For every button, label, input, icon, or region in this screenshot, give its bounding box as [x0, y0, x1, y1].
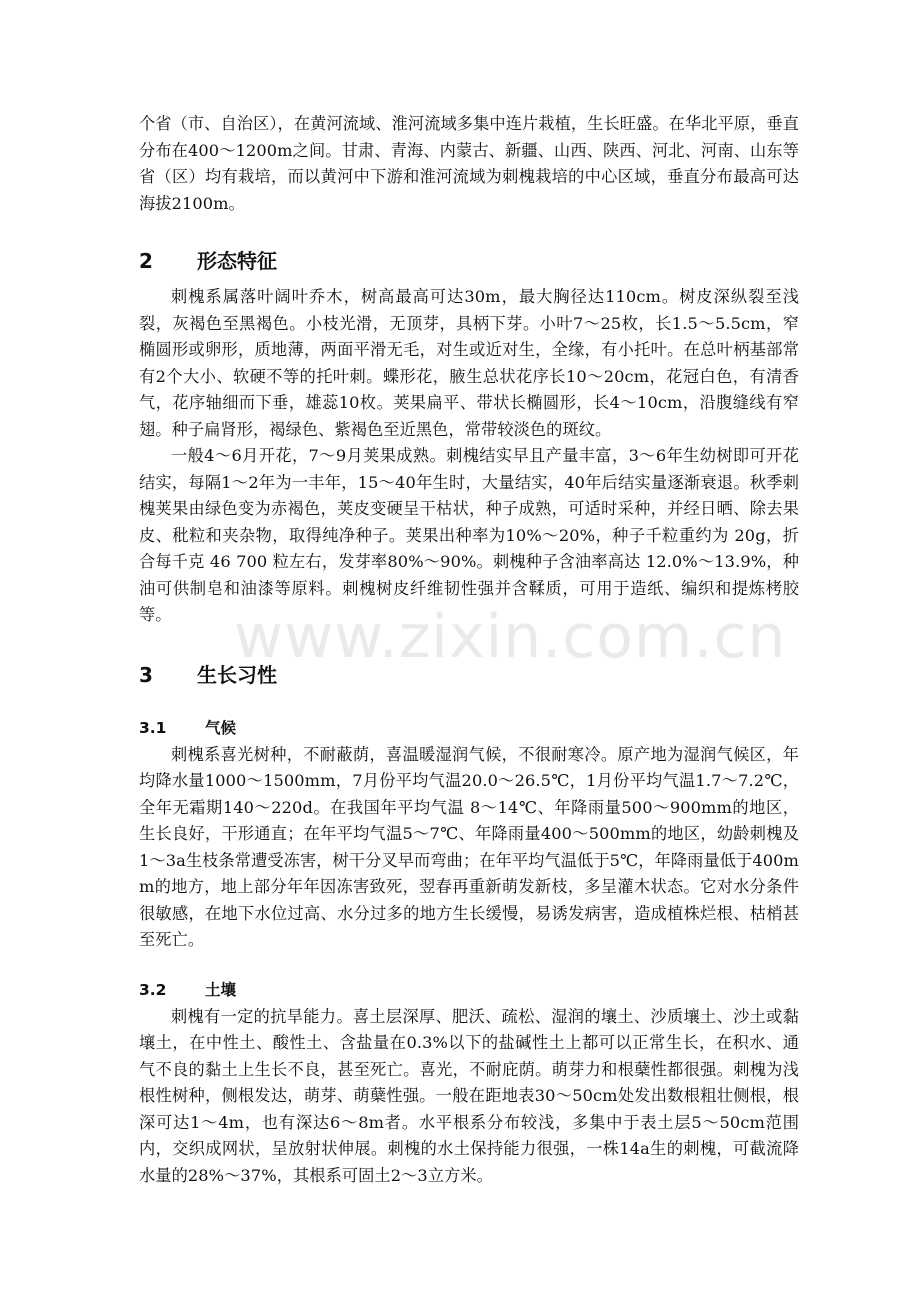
- section-heading-morphology: [139, 245, 799, 274]
- section-heading-growth-habits: [139, 659, 799, 688]
- climate-paragraph: 刺槐系喜光树种，不耐蔽荫，喜温暖湿润气候，不很耐寒冷。原产地为湿润气候区，年均降水量1000～1500mm，7月份平均气温20.0～26.5℃，1月份平均气温1.7～7.2℃，全年无霜期140～220d。在我国年平均气温 8～14℃、年降雨量500～900mm的地区，生长良好，干形通直；在年平均气温5～7℃、年降雨量400～500mm的地区，幼龄刺槐及1～3a生枝条常遭受冻害，树干分叉早而弯曲；在年平均气温低于5℃，年降雨量低于400mm的地方，地上部分年年因冻害致死，翌春再重新萌发新枝，多呈灌木状态。它对水分条件很敏感，在地下水位过高、水分过多的地方生长缓慢，易诱发病害，造成植株烂根、枯梢甚至死亡。: [139, 744, 799, 949]
- subsection-title: 气候: [205, 718, 237, 737]
- site-watermark: www.zixin.com.cn: [234, 602, 787, 672]
- subsection-heading-climate: [139, 716, 799, 738]
- morphology-paragraph-1: 刺槐系属落叶阔叶乔木，树高最高可达30m，最大胸径达110cm。树皮深纵裂至浅裂，灰褐色至黑褐色。小枝光滑，无顶芽，具柄下芽。小叶7～25枚，长1.5～5.5cm，窄椭圆形或卵形，质地薄，两面平滑无毛，对生或近对生，全缘，有小托叶。在总叶柄基部常有2个大小、软硬不等的托叶刺。蝶形花，腋生总状花序长10～20cm，花冠白色，有清香气，花序轴细而下垂，雄蕊10枚。荚果扁平、带状长椭圆形，长4～10cm，沿腹缝线有窄翅。种子扁肾形，褐绿色、紫褐色至近黑色，常带较淡色的斑纹。: [139, 287, 799, 439]
- soil-paragraph: 刺槐有一定的抗旱能力。喜土层深厚、肥沃、疏松、湿润的壤土、沙质壤土、沙土或黏壤土，在中性土、酸性土、含盐量在0.3%以下的盐碱性土上都可以正常生长，在积水、通气不良的黏土上生长不良，甚至死亡。喜光，不耐庇荫。萌芽力和根蘖性都很强。刺槐为浅根性树种，侧根发达，萌芽、萌蘖性强。一般在距地表30～50cm处发出数根粗壮侧根，根深可达1～4m，也有深达6～8m者。水平根系分布较浅，多集中于表土层5～50cm范围内，交织成网状，呈放射状伸展。刺槐的水土保持能力很强，一株14a生的刺槐，可截流降水量的28%～37%，其根系可固土2～3立方米。: [139, 1006, 799, 1185]
- morphology-paragraph-2: 一般4～6月开花，7～9月荚果成熟。刺槐结实早且产量丰富，3～6年生幼树即可开花结实，每隔1～2年为一丰年，15～40年生时，大量结实，40年后结实量逐渐衰退。秋季刺槐荚果由绿色变为赤褐色，荚皮变硬呈干枯状，种子成熟，可适时采种，并经日晒、除去果皮、秕粒和夹杂物，取得纯净种子。荚果出种率为10%～20%，种子千粒重约为 20g，折合每千克 46 700 粒左右，发芽率80%～90%。刺槐种子含油率高达 12.0%～13.9%，种油可供制皂和油漆等原料。刺槐树皮纤维韧性强并含鞣质，可用于造纸、编织和提炼栲胶等。: [139, 446, 799, 624]
- subsection-number: 3.2: [139, 980, 167, 999]
- subsection-heading-soil: [139, 978, 799, 1000]
- section-title: 形态特征: [197, 249, 277, 273]
- section-title: 生长习性: [197, 662, 277, 687]
- subsection-title: 土壤: [205, 980, 237, 999]
- section-number: 2: [139, 249, 153, 273]
- section-number: 3: [139, 662, 153, 687]
- subsection-number: 3.1: [139, 718, 167, 737]
- document-body: [139, 111, 799, 1189]
- intro-paragraph: 个省（市、自治区），在黄河流域、淮河流域多集中连片栽植，生长旺盛。在华北平原，垂直分布在400～1200m之间。甘肃、青海、内蒙古、新疆、山西、陕西、河北、河南、山东等省（区）均有栽培，而以黄河中下游和淮河流域为刺槐栽培的中心区域，垂直分布最高可达海拔2100m。: [139, 114, 799, 213]
